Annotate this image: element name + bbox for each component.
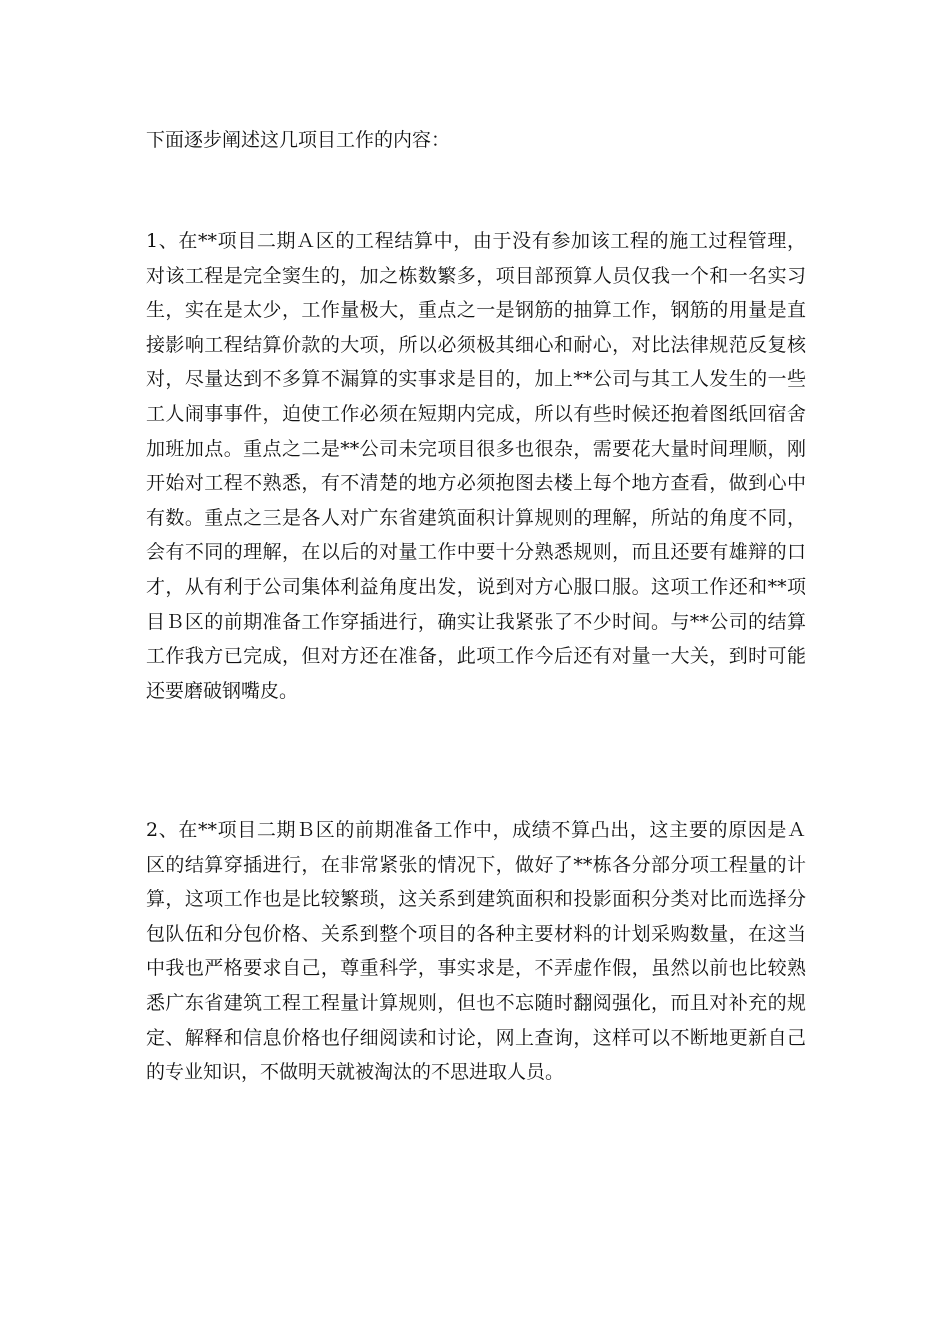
paragraph-2-line: 悉广东省建筑工程工程量计算规则，但也不忘随时翻阅强化，而且对补充的规 bbox=[146, 991, 806, 1014]
paragraph-1-line: 对该工程是完全窦生的，加之栋数繁多，项目部预算人员仅我一个和一名实习 bbox=[146, 264, 806, 287]
paragraph-1-line: 接影响工程结算价款的大项，所以必须极其细心和耐心，对比法律规范反复核 bbox=[146, 333, 806, 356]
paragraph-2-line: 2、在**项目二期Ｂ区的前期准备工作中，成绩不算凸出，这主要的原因是Ａ bbox=[146, 819, 806, 841]
paragraph-1-line: 生，实在是太少，工作量极大，重点之一是钢筋的抽算工作，钢筋的用量是直 bbox=[146, 299, 806, 322]
paragraph-2-line: 中我也严格要求自己，尊重科学，事实求是，不弄虚作假，虽然以前也比较熟 bbox=[146, 957, 806, 980]
paragraph-2 bbox=[146, 813, 806, 1090]
paragraph-1-line: 开始对工程不熟悉，有不清楚的地方必须抱图去楼上每个地方查看，做到心中 bbox=[146, 472, 806, 495]
paragraph-1-line: 才，从有利于公司集体利益角度出发，说到对方心服口服。这项工作还和**项 bbox=[146, 575, 806, 598]
paragraph-1-line: 1、在**项目二期Ａ区的工程结算中，由于没有参加该工程的施工过程管理， bbox=[146, 230, 806, 252]
paragraph-1-line: 加班加点。重点之二是**公司未完项目很多也很杂，需要花大量时间理顺，刚 bbox=[146, 437, 806, 460]
paragraph-1-line: 目Ｂ区的前期准备工作穿插进行，确实让我紧张了不少时间。与**公司的结算 bbox=[146, 610, 806, 633]
paragraph-2-line: 包队伍和分包价格、关系到整个项目的各种主要材料的计划采购数量，在这当 bbox=[146, 922, 806, 945]
paragraph-2-line: 算，这项工作也是比较繁琐，这关系到建筑面积和投影面积分类对比而选择分 bbox=[146, 888, 806, 911]
paragraph-1 bbox=[146, 224, 806, 708]
paragraph-1-line: 还要磨破钢嘴皮。 bbox=[146, 679, 299, 702]
paragraph-1-line: 有数。重点之三是各人对广东省建筑面积计算规则的理解，所站的角度不同， bbox=[146, 506, 806, 529]
paragraph-1-line: 会有不同的理解，在以后的对量工作中要十分熟悉规则，而且还要有雄辩的口 bbox=[146, 541, 806, 564]
paragraph-2-line: 的专业知识，不做明天就被淘汰的不思进取人员。 bbox=[146, 1061, 565, 1084]
paragraph-2-line: 区的结算穿插进行，在非常紧张的情况下，做好了**栋各分部分项工程量的计 bbox=[146, 853, 806, 876]
paragraph-1-line: 工人闹事事件，迫使工作必须在短期内完成，所以有些时候还抱着图纸回宿舍 bbox=[146, 402, 806, 425]
intro-text: 下面逐步阐述这几项目工作的内容： bbox=[146, 129, 451, 151]
paragraph-1-line: 对，尽量达到不多算不漏算的实事求是目的，加上**公司与其工人发生的一些 bbox=[146, 368, 806, 391]
paragraph-1-line: 工作我方已完成，但对方还在准备，此项工作今后还有对量一大关，到时可能 bbox=[146, 645, 806, 668]
paragraph-2-line: 定、解释和信息价格也仔细阅读和讨论，网上查询，这样可以不断地更新自己 bbox=[146, 1026, 806, 1049]
